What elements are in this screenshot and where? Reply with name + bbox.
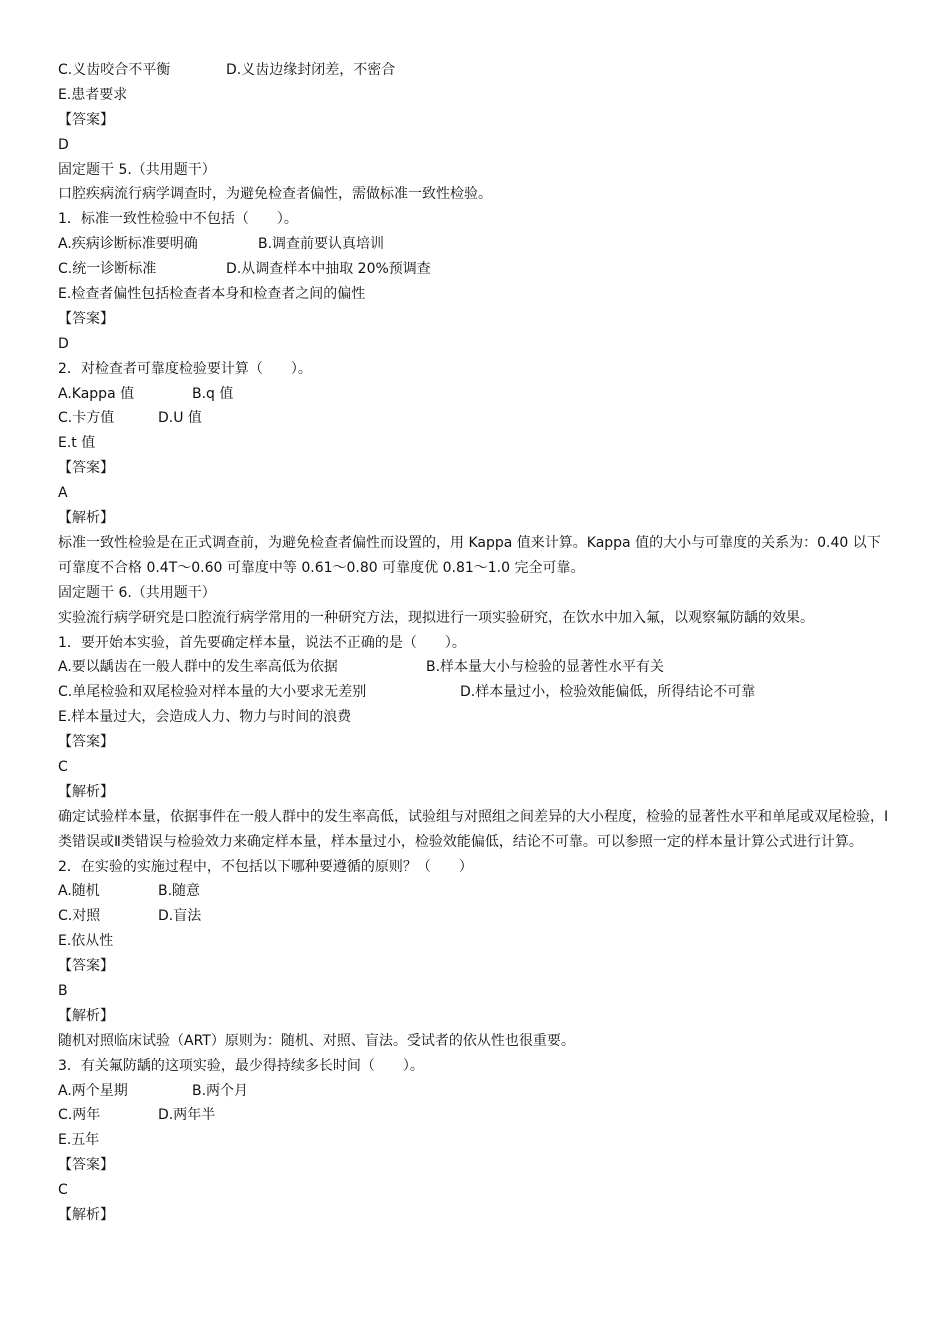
option-c: C.卡方值	[58, 410, 115, 427]
option-d: D.两年半	[158, 1107, 216, 1124]
answer-value: A	[58, 485, 68, 502]
answer-value: C	[58, 1182, 68, 1199]
option-b: B.调查前要认真培训	[258, 236, 385, 253]
answer-value: C	[58, 758, 68, 775]
option-b: B.样本量大小与检验的显著性水平有关	[426, 659, 665, 676]
option-d: D.盲法	[158, 908, 202, 925]
document-page	[58, 58, 894, 1228]
option-c: C.两年	[58, 1107, 101, 1124]
option-a: A.两个星期	[58, 1082, 128, 1099]
answer-label: 【答案】	[58, 460, 114, 477]
option-d: D.U 值	[158, 410, 202, 427]
option-e: E.患者要求	[58, 86, 128, 103]
option-a: A.要以龋齿在一般人群中的发生率高低为依据	[58, 659, 338, 676]
question-text: 2．在实验的实施过程中，不包括以下哪种要遵循的原则？（ ）	[58, 858, 473, 875]
question-group-header: 固定题干 6.（共用题干）	[58, 584, 216, 601]
option-row	[58, 406, 894, 431]
option-row	[58, 1103, 894, 1128]
analysis-text: 确定试验样本量，依据事件在一般人群中的发生率高低，试验组与对照组之间差异的大小程度，检验的显著性水平和单尾或双尾检验，Ⅰ类错误或Ⅱ类错误与检验效力来确定样本量，样本量过小，检验效能偏低，结论不可靠。可以参照一定的样本量计算公式进行计算。	[58, 808, 889, 850]
option-row	[58, 655, 894, 680]
answer-value: B	[58, 983, 68, 1000]
option-e: E.依从性	[58, 933, 114, 950]
question-stem: 实验流行病学研究是口腔流行病学常用的一种研究方法，现拟进行一项实验研究，在饮水中加入氟，以观察氟防龋的效果。	[58, 609, 814, 626]
question-stem: 口腔疾病流行病学调查时，为避免检查者偏性，需做标准一致性检验。	[58, 186, 492, 203]
analysis-text: 随机对照临床试验（ART）原则为：随机、对照、盲法。受试者的依从性也很重要。	[58, 1032, 575, 1049]
analysis-label: 【解析】	[58, 783, 114, 800]
question-text: 2．对检查者可靠度检验要计算（ ）。	[58, 360, 312, 377]
option-c: C.义齿咬合不平衡	[58, 62, 171, 78]
option-c: C.统一诊断标准	[58, 261, 157, 278]
option-row	[58, 680, 894, 705]
question-text: 1．标准一致性检验中不包括（ ）。	[58, 211, 298, 228]
option-c: C.对照	[58, 908, 101, 925]
question-text: 3．有关氟防龋的这项实验，最少得持续多长时间（ ）。	[58, 1057, 424, 1074]
option-d: D.义齿边缘封闭差，不密合	[226, 62, 396, 78]
question-group-header: 固定题干 5.（共用题干）	[58, 161, 216, 178]
option-e: E.检查者偏性包括检查者本身和检查者之间的偏性	[58, 286, 366, 303]
option-row	[58, 257, 894, 282]
option-e: E.样本量过大，会造成人力、物力与时间的浪费	[58, 709, 352, 726]
analysis-label: 【解析】	[58, 510, 114, 527]
option-row	[58, 382, 894, 407]
option-e: E.t 值	[58, 435, 96, 452]
option-a: A.疾病诊断标准要明确	[58, 236, 198, 253]
option-row	[58, 1079, 894, 1104]
option-row	[58, 904, 894, 929]
option-b: B.q 值	[192, 385, 234, 402]
answer-label: 【答案】	[58, 958, 114, 975]
option-row	[58, 232, 894, 257]
question-text: 1．要开始本实验，首先要确定样本量，说法不正确的是（ ）。	[58, 634, 466, 651]
option-a: A.Kappa 值	[58, 385, 135, 402]
answer-label: 【答案】	[58, 111, 114, 128]
option-d: D.样本量过小，检验效能偏低，所得结论不可靠	[460, 684, 756, 701]
analysis-label: 【解析】	[58, 1207, 114, 1224]
option-row	[58, 879, 894, 904]
answer-value: D	[58, 136, 69, 153]
answer-label: 【答案】	[58, 1157, 114, 1174]
option-b: B.两个月	[192, 1082, 249, 1099]
answer-label: 【答案】	[58, 734, 114, 751]
option-d: D.从调查样本中抽取 20%预调查	[226, 261, 431, 278]
option-row	[58, 58, 894, 83]
option-e: E.五年	[58, 1132, 100, 1149]
option-a: A.随机	[58, 883, 100, 900]
answer-label: 【答案】	[58, 310, 114, 327]
analysis-text: 标准一致性检验是在正式调查前，为避免检查者偏性而设置的，用 Kappa 值来计算。Kappa 值的大小与可靠度的关系为：0.40 以下可靠度不合格 0.4T～0.60 可靠度中等 0.61～0.80 可靠度优 0.81～1.0 完全可靠。	[58, 534, 881, 576]
analysis-label: 【解析】	[58, 1007, 114, 1024]
answer-value: D	[58, 335, 69, 352]
option-b: B.随意	[158, 883, 201, 900]
option-c: C.单尾检验和双尾检验对样本量的大小要求无差别	[58, 684, 367, 701]
